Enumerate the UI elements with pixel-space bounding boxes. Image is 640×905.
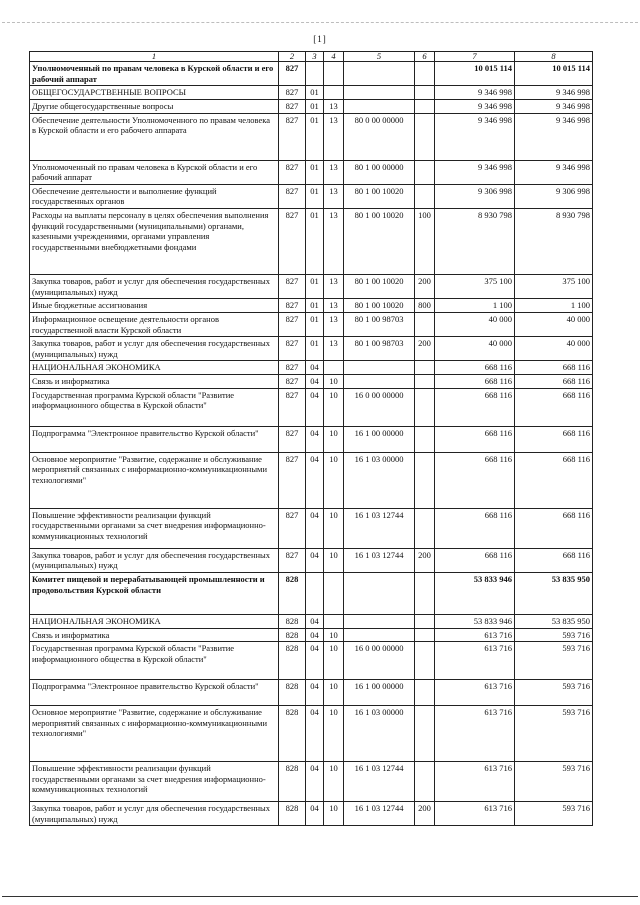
amount-year1-cell: 613 716 [435, 642, 515, 680]
table-row [30, 113, 593, 160]
target-article-cell: 16 0 00 00000 [344, 642, 415, 680]
expense-type-cell [415, 642, 435, 680]
section-code-cell: 01 [306, 86, 324, 100]
row-name-cell: Информационное освещение деятельности органов государственной власти Курской области [30, 312, 279, 336]
table-row [30, 452, 593, 508]
amount-year1-cell: 613 716 [435, 706, 515, 762]
amount-year2-cell: 9 346 998 [515, 99, 593, 113]
subsection-code-cell [324, 572, 344, 614]
table-row [30, 706, 593, 762]
row-name-cell: Государственная программа Курской области "Развитие информационного общества в Курской области" [30, 642, 279, 680]
target-article-cell: 16 1 03 12744 [344, 548, 415, 572]
ministry-code-cell: 827 [279, 337, 306, 361]
amount-year2-cell: 593 716 [515, 706, 593, 762]
subsection-code-cell: 13 [324, 275, 344, 299]
target-article-cell [344, 62, 415, 86]
row-name-cell: Закупка товаров, работ и услуг для обеспечения государственных (муниципальных) нужд [30, 337, 279, 361]
row-name-cell: Государственная программа Курской области "Развитие информационного общества в Курской области" [30, 388, 279, 426]
ministry-code-cell: 827 [279, 113, 306, 160]
ministry-code-cell: 828 [279, 762, 306, 802]
subsection-code-cell: 10 [324, 628, 344, 642]
table-row [30, 337, 593, 361]
subsection-code-cell: 10 [324, 452, 344, 508]
amount-year2-cell: 593 716 [515, 642, 593, 680]
column-header: 8 [515, 52, 593, 62]
amount-year1-cell: 613 716 [435, 802, 515, 826]
row-name-cell: НАЦИОНАЛЬНАЯ ЭКОНОМИКА [30, 361, 279, 375]
column-header: 3 [306, 52, 324, 62]
ministry-code-cell: 827 [279, 62, 306, 86]
amount-year1-cell: 9 346 998 [435, 113, 515, 160]
target-article-cell: 16 1 03 00000 [344, 706, 415, 762]
amount-year1-cell: 10 015 114 [435, 62, 515, 86]
amount-year2-cell: 53 835 950 [515, 614, 593, 628]
target-article-cell: 80 1 00 10020 [344, 275, 415, 299]
subsection-code-cell: 10 [324, 680, 344, 706]
target-article-cell: 16 1 03 12744 [344, 762, 415, 802]
section-code-cell: 01 [306, 209, 324, 275]
amount-year2-cell: 375 100 [515, 275, 593, 299]
subsection-code-cell: 13 [324, 99, 344, 113]
column-header: 4 [324, 52, 344, 62]
table-row [30, 614, 593, 628]
amount-year2-cell: 593 716 [515, 762, 593, 802]
table-row [30, 99, 593, 113]
ministry-code-cell: 827 [279, 508, 306, 548]
ministry-code-cell: 828 [279, 706, 306, 762]
section-code-cell [306, 62, 324, 86]
section-code-cell: 04 [306, 706, 324, 762]
target-article-cell: 16 0 00 00000 [344, 388, 415, 426]
section-code-cell: 04 [306, 388, 324, 426]
expense-type-cell [415, 99, 435, 113]
subsection-code-cell: 10 [324, 548, 344, 572]
expense-type-cell [415, 361, 435, 375]
amount-year2-cell: 8 930 798 [515, 209, 593, 275]
expense-type-cell: 200 [415, 802, 435, 826]
table-row [30, 388, 593, 426]
target-article-cell [344, 86, 415, 100]
amount-year1-cell: 613 716 [435, 628, 515, 642]
table-row [30, 275, 593, 299]
amount-year2-cell: 10 015 114 [515, 62, 593, 86]
amount-year2-cell: 668 116 [515, 388, 593, 426]
subsection-code-cell: 10 [324, 706, 344, 762]
ministry-code-cell: 828 [279, 802, 306, 826]
amount-year1-cell: 668 116 [435, 361, 515, 375]
amount-year2-cell: 668 116 [515, 548, 593, 572]
target-article-cell [344, 99, 415, 113]
column-header: 6 [415, 52, 435, 62]
section-code-cell: 01 [306, 299, 324, 313]
row-name-cell: Обеспечение деятельности Уполномоченного по правам человека в Курской области и его рабочего аппарата [30, 113, 279, 160]
amount-year1-cell: 1 100 [435, 299, 515, 313]
row-name-cell: Уполномоченный по правам человека в Курской области и его рабочий аппарат [30, 62, 279, 86]
amount-year1-cell: 9 346 998 [435, 86, 515, 100]
section-code-cell: 04 [306, 614, 324, 628]
bottom-divider [2, 896, 638, 897]
row-name-cell: Повышение эффективности реализации функций государственными органами за счет внедрения информационно-коммуникационных технологий [30, 762, 279, 802]
expense-type-cell [415, 62, 435, 86]
amount-year1-cell: 375 100 [435, 275, 515, 299]
expense-type-cell [415, 160, 435, 184]
amount-year1-cell: 668 116 [435, 375, 515, 389]
ministry-code-cell: 827 [279, 312, 306, 336]
column-header: 2 [279, 52, 306, 62]
amount-year1-cell: 8 930 798 [435, 209, 515, 275]
column-header: 5 [344, 52, 415, 62]
expense-type-cell [415, 86, 435, 100]
row-name-cell: Закупка товаров, работ и услуг для обеспечения государственных (муниципальных) нужд [30, 548, 279, 572]
row-name-cell: Основное мероприятие "Развитие, содержание и обслуживание мероприятий связанных с информационно-коммуникационными технологиями" [30, 706, 279, 762]
expense-type-cell: 100 [415, 209, 435, 275]
expense-type-cell: 200 [415, 337, 435, 361]
section-code-cell: 01 [306, 312, 324, 336]
target-article-cell [344, 361, 415, 375]
section-code-cell: 04 [306, 762, 324, 802]
table-row [30, 361, 593, 375]
amount-year2-cell: 668 116 [515, 508, 593, 548]
expense-type-cell: 800 [415, 299, 435, 313]
table-row [30, 375, 593, 389]
page-number: [1] [313, 34, 327, 44]
ministry-code-cell: 827 [279, 160, 306, 184]
amount-year2-cell: 40 000 [515, 312, 593, 336]
ministry-code-cell: 827 [279, 99, 306, 113]
section-code-cell: 04 [306, 452, 324, 508]
amount-year1-cell: 668 116 [435, 426, 515, 452]
target-article-cell [344, 375, 415, 389]
expense-type-cell [415, 680, 435, 706]
table-row [30, 299, 593, 313]
subsection-code-cell: 10 [324, 802, 344, 826]
table-row [30, 508, 593, 548]
expense-type-cell [415, 388, 435, 426]
amount-year1-cell: 9 346 998 [435, 160, 515, 184]
row-name-cell: Связь и информатика [30, 628, 279, 642]
row-name-cell: Комитет пищевой и перерабатывающей промышленности и продовольствия Курской области [30, 572, 279, 614]
subsection-code-cell: 10 [324, 508, 344, 548]
subsection-code-cell: 10 [324, 388, 344, 426]
target-article-cell: 80 1 00 98703 [344, 337, 415, 361]
table-row [30, 642, 593, 680]
amount-year2-cell: 668 116 [515, 426, 593, 452]
expense-type-cell [415, 375, 435, 389]
amount-year1-cell: 613 716 [435, 680, 515, 706]
amount-year2-cell: 668 116 [515, 361, 593, 375]
expense-type-cell [415, 572, 435, 614]
target-article-cell: 16 1 03 12744 [344, 508, 415, 548]
expense-type-cell [415, 113, 435, 160]
ministry-code-cell: 827 [279, 548, 306, 572]
ministry-code-cell: 827 [279, 184, 306, 208]
row-name-cell: Иные бюджетные ассигнования [30, 299, 279, 313]
target-article-cell: 80 0 00 00000 [344, 113, 415, 160]
subsection-code-cell: 10 [324, 762, 344, 802]
ministry-code-cell: 827 [279, 299, 306, 313]
subsection-code-cell: 10 [324, 375, 344, 389]
amount-year2-cell: 668 116 [515, 375, 593, 389]
table-row [30, 762, 593, 802]
table-row [30, 548, 593, 572]
top-divider [2, 22, 638, 23]
row-name-cell: Повышение эффективности реализации функций государственными органами за счет внедрения информационно-коммуникационных технологий [30, 508, 279, 548]
amount-year2-cell: 1 100 [515, 299, 593, 313]
amount-year1-cell: 40 000 [435, 337, 515, 361]
target-article-cell: 16 1 03 00000 [344, 452, 415, 508]
subsection-code-cell: 13 [324, 209, 344, 275]
target-article-cell: 80 1 00 10020 [344, 209, 415, 275]
expense-type-cell [415, 614, 435, 628]
target-article-cell: 16 1 03 12744 [344, 802, 415, 826]
ministry-code-cell: 828 [279, 614, 306, 628]
row-name-cell: Закупка товаров, работ и услуг для обеспечения государственных (муниципальных) нужд [30, 802, 279, 826]
row-name-cell: Обеспечение деятельности и выполнение функций государственных органов [30, 184, 279, 208]
section-code-cell: 01 [306, 337, 324, 361]
ministry-code-cell: 827 [279, 209, 306, 275]
expense-type-cell [415, 452, 435, 508]
amount-year2-cell: 53 835 950 [515, 572, 593, 614]
table-row [30, 426, 593, 452]
table-row [30, 62, 593, 86]
column-header: 7 [435, 52, 515, 62]
section-code-cell: 04 [306, 361, 324, 375]
expense-type-cell [415, 312, 435, 336]
amount-year2-cell: 9 306 998 [515, 184, 593, 208]
amount-year1-cell: 9 306 998 [435, 184, 515, 208]
section-code-cell: 04 [306, 426, 324, 452]
target-article-cell [344, 572, 415, 614]
row-name-cell: Закупка товаров, работ и услуг для обеспечения государственных (муниципальных) нужд [30, 275, 279, 299]
ministry-code-cell: 827 [279, 426, 306, 452]
expense-type-cell [415, 628, 435, 642]
section-code-cell: 01 [306, 275, 324, 299]
amount-year1-cell: 668 116 [435, 388, 515, 426]
ministry-code-cell: 827 [279, 275, 306, 299]
subsection-code-cell: 13 [324, 312, 344, 336]
ministry-code-cell: 828 [279, 680, 306, 706]
subsection-code-cell [324, 361, 344, 375]
column-header: 1 [30, 52, 279, 62]
target-article-cell: 80 1 00 98703 [344, 312, 415, 336]
section-code-cell: 04 [306, 642, 324, 680]
row-name-cell: НАЦИОНАЛЬНАЯ ЭКОНОМИКА [30, 614, 279, 628]
target-article-cell: 16 1 00 00000 [344, 680, 415, 706]
amount-year1-cell: 53 833 946 [435, 614, 515, 628]
section-code-cell: 01 [306, 99, 324, 113]
section-code-cell: 04 [306, 548, 324, 572]
table-body [30, 62, 593, 826]
row-name-cell: Уполномоченный по правам человека в Курской области и его рабочий аппарат [30, 160, 279, 184]
amount-year1-cell: 9 346 998 [435, 99, 515, 113]
section-code-cell [306, 572, 324, 614]
target-article-cell: 80 1 00 10020 [344, 299, 415, 313]
amount-year2-cell: 9 346 998 [515, 160, 593, 184]
expense-type-cell: 200 [415, 275, 435, 299]
row-name-cell: ОБЩЕГОСУДАРСТВЕННЫЕ ВОПРОСЫ [30, 86, 279, 100]
table-row [30, 628, 593, 642]
row-name-cell: Связь и информатика [30, 375, 279, 389]
expense-type-cell [415, 706, 435, 762]
subsection-code-cell: 13 [324, 160, 344, 184]
amount-year2-cell: 593 716 [515, 802, 593, 826]
row-name-cell: Подпрограмма "Электронное правительство Курской области" [30, 680, 279, 706]
table-row [30, 86, 593, 100]
table-row [30, 160, 593, 184]
ministry-code-cell: 828 [279, 572, 306, 614]
row-name-cell: Расходы на выплаты персоналу в целях обеспечения выполнения функций государственными (муниципальными) органами, казенными учреждениями, органами управления государственными внебюджетными фондами [30, 209, 279, 275]
table-row [30, 184, 593, 208]
section-code-cell: 04 [306, 680, 324, 706]
ministry-code-cell: 828 [279, 628, 306, 642]
section-code-cell: 01 [306, 184, 324, 208]
amount-year2-cell: 593 716 [515, 628, 593, 642]
section-code-cell: 04 [306, 508, 324, 548]
target-article-cell [344, 628, 415, 642]
amount-year2-cell: 668 116 [515, 452, 593, 508]
target-article-cell: 80 1 00 10020 [344, 184, 415, 208]
table-row [30, 802, 593, 826]
subsection-code-cell: 13 [324, 113, 344, 160]
section-code-cell: 04 [306, 628, 324, 642]
subsection-code-cell: 13 [324, 184, 344, 208]
ministry-code-cell: 827 [279, 452, 306, 508]
subsection-code-cell [324, 62, 344, 86]
amount-year2-cell: 40 000 [515, 337, 593, 361]
expense-type-cell: 200 [415, 548, 435, 572]
subsection-code-cell: 13 [324, 337, 344, 361]
subsection-code-cell: 10 [324, 642, 344, 680]
row-name-cell: Основное мероприятие "Развитие, содержание и обслуживание мероприятий связанных с информационно-коммуникационными технологиями" [30, 452, 279, 508]
section-code-cell: 04 [306, 375, 324, 389]
amount-year2-cell: 9 346 998 [515, 86, 593, 100]
ministry-code-cell: 827 [279, 375, 306, 389]
expense-type-cell [415, 762, 435, 802]
table-row [30, 312, 593, 336]
column-number-row [30, 52, 593, 62]
target-article-cell: 80 1 00 00000 [344, 160, 415, 184]
expense-type-cell [415, 426, 435, 452]
ministry-code-cell: 827 [279, 388, 306, 426]
amount-year1-cell: 53 833 946 [435, 572, 515, 614]
subsection-code-cell [324, 86, 344, 100]
expense-type-cell [415, 508, 435, 548]
amount-year1-cell: 40 000 [435, 312, 515, 336]
table-row [30, 680, 593, 706]
amount-year1-cell: 668 116 [435, 548, 515, 572]
target-article-cell: 16 1 00 00000 [344, 426, 415, 452]
target-article-cell [344, 614, 415, 628]
section-code-cell: 04 [306, 802, 324, 826]
amount-year2-cell: 593 716 [515, 680, 593, 706]
amount-year1-cell: 668 116 [435, 508, 515, 548]
subsection-code-cell [324, 614, 344, 628]
ministry-code-cell: 827 [279, 361, 306, 375]
amount-year1-cell: 668 116 [435, 452, 515, 508]
ministry-code-cell: 828 [279, 642, 306, 680]
table-row [30, 572, 593, 614]
budget-table [29, 51, 593, 826]
ministry-code-cell: 827 [279, 86, 306, 100]
section-code-cell: 01 [306, 160, 324, 184]
amount-year2-cell: 9 346 998 [515, 113, 593, 160]
subsection-code-cell: 13 [324, 299, 344, 313]
section-code-cell: 01 [306, 113, 324, 160]
subsection-code-cell: 10 [324, 426, 344, 452]
row-name-cell: Другие общегосударственные вопросы [30, 99, 279, 113]
amount-year1-cell: 613 716 [435, 762, 515, 802]
row-name-cell: Подпрограмма "Электронное правительство Курской области" [30, 426, 279, 452]
table-row [30, 209, 593, 275]
expense-type-cell [415, 184, 435, 208]
